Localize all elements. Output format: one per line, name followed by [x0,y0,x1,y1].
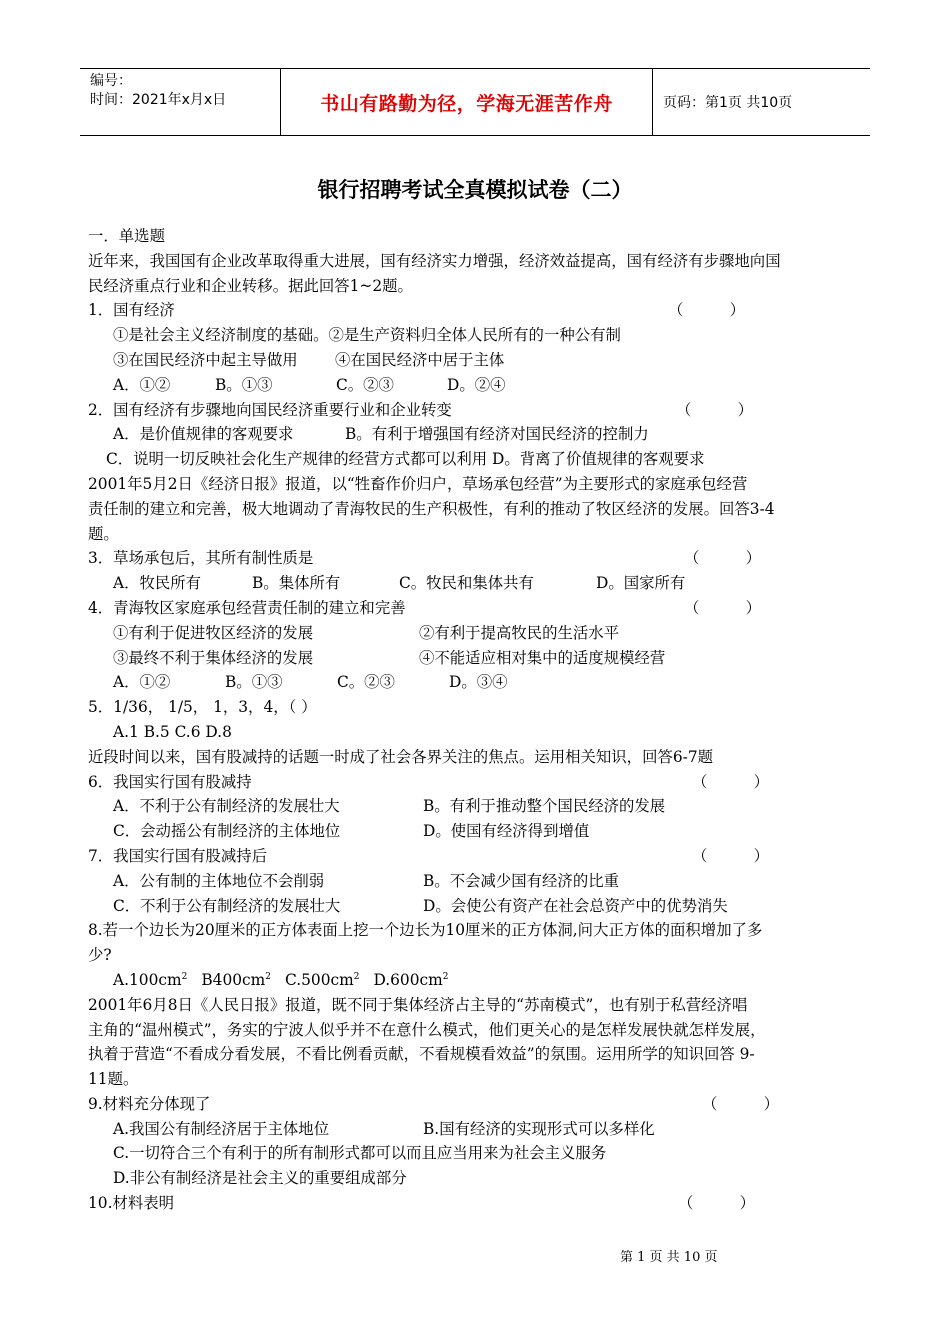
answer-options: C．说明一切反映社会化生产规律的经营方式都可以利用 D。背离了价值规律的客观要求 [106,450,705,469]
passage-line: 执着于营造“不看成分看发展，不看比例看贡献，不看规模看效益”的氛围。运用所学的知识回答 9- [88,1045,755,1064]
question-2: 2．国有经济有步骤地向国民经济重要行业和企业转变 （ ） [88,398,868,423]
answer-blank: （ ） [676,400,753,419]
question-4: 4．青海牧区家庭承包经营责任制的建立和完善 （ ） [88,596,868,621]
passage-line: 主角的“温州模式”，务实的宁波人似乎并不在意什么模式，他们更关心的是怎样发展快就怎样发展， [88,1020,766,1039]
question-10: 10.材料表明 （ ） [88,1191,868,1216]
answer-blank: （ ） [692,846,769,865]
header-motto: 书山有路勤为径，学海无涯苦作舟 [281,69,653,135]
answer-options: A．是价值规律的客观要求 B。有利于增强国有经济对国民经济的控制力 [113,425,649,444]
answer-options: A．公有制的主体地位不会削弱 B。不会减少国有经济的比重 [113,871,619,890]
answer-options: D.非公有制经济是社会主义的重要组成部分 [113,1169,407,1188]
answer-blank: （ ） [684,549,761,568]
passage-line: 近年来，我国国有企业改革取得重大进展，国有经济实力增强，经济效益提高，国有经济有步骤地向国 [88,251,781,270]
question-6: 6．我国实行国有股减持 （ ） [88,770,868,795]
document-number-label: 编号： [90,73,132,89]
passage-line: 11题。 [88,1070,139,1089]
passage-line: 近段时间以来，国有股减持的话题一时成了社会各界关注的焦点。运用相关知识，回答6-7题 [88,747,714,766]
passage-line: 民经济重点行业和企业转移。据此回答1~2题。 [88,276,413,295]
passage-line: 题。 [88,524,119,543]
question-3: 3．草场承包后，其所有制性质是 （ ） [88,546,868,571]
exam-body [88,224,868,1216]
question-option-line: ①是社会主义经济制度的基础。②是生产资料归全体人民所有的一种公有制 [113,326,621,345]
answer-blank: （ ） [692,772,769,791]
question-option-line: ③在国民经济中起主导做用 ④在国民经济中居于主体 [113,350,505,369]
answer-options: A．①② B。①③ C。②③ D。③④ [113,673,508,692]
answer-options: C.一切符合三个有利于的所有制形式都可以而且应当用来为社会主义服务 [113,1144,607,1163]
passage-line: 责任制的建立和完善，极大地调动了青海牧民的生产积极性，有利的推动了牧区经济的发展。回答3-4 [88,499,775,518]
page-footer: 第 1 页 共 10 页 [620,1250,718,1265]
document-time-label: 时间：2021年x月x日 [90,92,227,108]
answer-options: A．不利于公有制经济的发展壮大 B。有利于推动整个国民经济的发展 [113,797,666,816]
passage-line: 2001年6月8日《人民日报》报道，既不同于集体经济占主导的“苏南模式”，也有别于私营经济唱 [88,995,748,1014]
answer-options: C．不利于公有制经济的发展壮大 D。会使公有资产在社会总资产中的优势消失 [113,896,728,915]
answer-blank: （ ） [678,1194,755,1213]
answer-options: A.我国公有制经济居于主体地位 B.国有经济的实现形式可以多样化 [113,1119,655,1138]
question-9: 9.材料充分体现了 （ ） [88,1092,868,1117]
answer-blank: （ ） [702,1094,779,1113]
answer-options: C．会动摇公有制经济的主体地位 D。使国有经济得到增值 [113,822,590,841]
answer-options: A．①② B。①③ C。②③ D。②④ [113,375,506,394]
answer-options: A.1 B.5 C.6 D.8 [113,722,232,741]
answer-blank: （ ） [668,301,745,320]
question-5: 5．1/36， 1/5， 1，3，4，（ ） [88,698,317,717]
section-heading: 一．单选题 [88,227,165,245]
question-7: 7．我国实行国有股减持后 （ ） [88,844,868,869]
answer-options: A．牧民所有 B。集体所有 C。牧民和集体共有 D。国家所有 [113,574,686,593]
question-1: 1．国有经济 （ ） [88,298,868,323]
question-option-line: ③最终不利于集体经济的发展 ④不能适应相对集中的适度规模经营 [113,648,666,667]
exam-title: 银行招聘考试全真模拟试卷（二） [317,178,633,202]
answer-blank: （ ） [684,598,761,617]
header-table [80,68,870,136]
question-option-line: ①有利于促进牧区经济的发展 ②有利于提高牧民的生活水平 [113,623,620,642]
header-info-cell [80,69,281,135]
answer-options: $A.100cm^2$ $B400cm^2$ $C.500cm^2$ $D.600cm^2$ [113,970,449,989]
passage-line: 2001年5月2日《经济日报》报道，以“牲畜作价归户，草场承包经营”为主要形式的家庭承包经营 [88,474,748,493]
header-page-label: 页码：第1页 共10页 [663,95,793,111]
question-8-continued: 少? [88,946,112,965]
question-8: 8.若一个边长为20厘米的正方体表面上挖一个边长为10厘米的正方体洞,问大正方体的面积增加了多 [88,921,763,940]
